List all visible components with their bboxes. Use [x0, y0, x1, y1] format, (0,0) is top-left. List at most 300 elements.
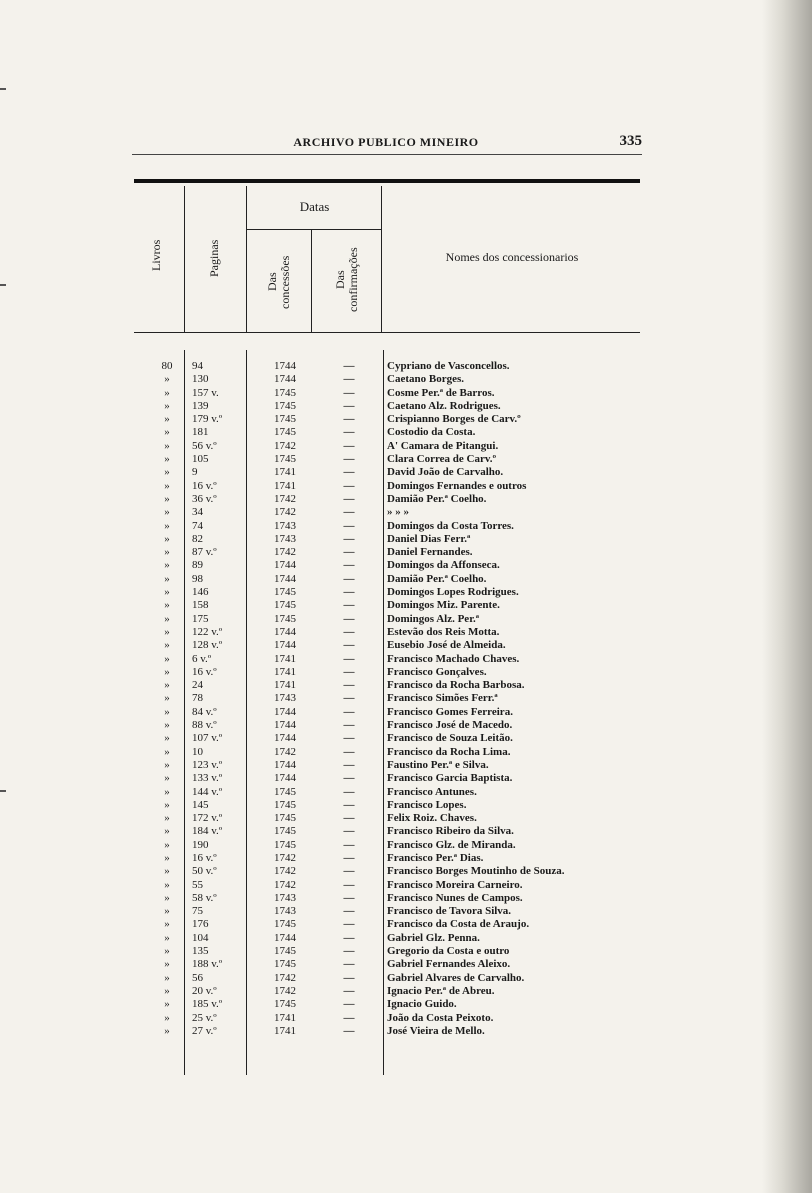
table-row — [130, 546, 650, 559]
cell-confirmacao: — — [343, 426, 355, 439]
cell-concessao: 1742 — [274, 851, 296, 864]
cell-pagina: 176 — [192, 918, 209, 931]
cell-confirmacao: — — [343, 679, 355, 692]
cell-pagina: 94 — [192, 360, 203, 372]
cell-concessao: 1741 — [274, 1011, 296, 1024]
cell-concessao: 1745 — [274, 998, 296, 1011]
cell-nome: Francisco Nunes de Campos. — [387, 891, 523, 904]
table-row — [130, 732, 650, 745]
cell-nome: Francisco Borges Moutinho de Souza. — [387, 865, 565, 878]
table-row — [130, 400, 650, 413]
cell-nome: Francisco Glz. de Miranda. — [387, 838, 516, 851]
cell-confirmacao: — — [343, 639, 355, 652]
cell-nome: Francisco Lopes. — [387, 798, 467, 811]
cell-confirmacao: — — [343, 798, 355, 811]
cell-livro: » — [164, 479, 170, 492]
cell-confirmacao: — — [343, 891, 355, 904]
table-row — [130, 852, 650, 865]
cell-nome: Domingos Lopes Rodrigues. — [387, 586, 519, 599]
cell-livro: » — [164, 652, 170, 665]
cell-nome: Estevão dos Reis Motta. — [387, 625, 500, 638]
column-divider — [246, 186, 247, 332]
table-row — [130, 746, 650, 759]
cell-confirmacao: — — [343, 878, 355, 891]
cell-confirmacao: — — [343, 1024, 355, 1037]
cell-confirmacao: — — [343, 439, 355, 452]
margin-mark — [0, 790, 6, 792]
cell-livro: » — [164, 851, 170, 864]
cell-pagina: 50 v.º — [192, 865, 217, 878]
cell-livro: » — [164, 971, 170, 984]
cell-pagina: 58 v.º — [192, 891, 217, 904]
cell-pagina: 123 v.º — [192, 758, 223, 771]
cell-nome: Felix Roiz. Chaves. — [387, 812, 477, 825]
cell-pagina: 25 v.º — [192, 1011, 217, 1024]
cell-nome: Caetano Borges. — [387, 373, 464, 386]
cell-confirmacao: — — [343, 838, 355, 851]
cell-confirmacao: — — [343, 758, 355, 771]
cell-confirmacao: — — [343, 586, 355, 599]
table-row — [130, 772, 650, 785]
cell-nome: Francisco da Rocha Barbosa. — [387, 679, 525, 692]
cell-confirmacao: — — [343, 360, 355, 372]
cell-pagina: 24 — [192, 679, 203, 692]
cell-confirmacao: — — [343, 399, 355, 412]
cell-confirmacao: — — [343, 1011, 355, 1024]
cell-concessao: 1742 — [274, 546, 296, 559]
cell-pagina: 36 v.º — [192, 492, 217, 505]
cell-livro: » — [164, 426, 170, 439]
cell-concessao: 1744 — [274, 931, 296, 944]
table-row — [130, 666, 650, 679]
cell-pagina: 82 — [192, 532, 203, 545]
cell-nome: David João de Carvalho. — [387, 466, 504, 479]
cell-pagina: 16 v.º — [192, 479, 217, 492]
cell-pagina: 74 — [192, 519, 203, 532]
cell-confirmacao: — — [343, 825, 355, 838]
cell-nome: Francisco da Rocha Lima. — [387, 745, 511, 758]
cell-confirmacao: — — [343, 453, 355, 466]
cell-pagina: 34 — [192, 506, 203, 519]
cell-concessao: 1743 — [274, 532, 296, 545]
table-row — [130, 879, 650, 892]
cell-confirmacao: — — [343, 851, 355, 864]
cell-pagina: 145 — [192, 798, 209, 811]
cell-concessao: 1745 — [274, 599, 296, 612]
table-row — [130, 599, 650, 612]
cell-concessao: 1744 — [274, 559, 296, 572]
cell-nome: Domingos Alz. Per.ª — [387, 612, 480, 625]
cell-concessao: 1742 — [274, 492, 296, 505]
cell-nome: Ignacio Per.ª de Abreu. — [387, 984, 495, 997]
cell-confirmacao: — — [343, 785, 355, 798]
table-row — [130, 706, 650, 719]
cell-nome: Francisco de Souza Leitão. — [387, 732, 513, 745]
cell-livro: » — [164, 639, 170, 652]
table-row — [130, 985, 650, 998]
cell-concessao: 1744 — [274, 373, 296, 386]
cell-livro: » — [164, 891, 170, 904]
cell-pagina: 10 — [192, 745, 203, 758]
cell-confirmacao: — — [343, 998, 355, 1011]
cell-concessao: 1745 — [274, 958, 296, 971]
cell-concessao: 1745 — [274, 453, 296, 466]
cell-livro: 80 — [161, 360, 173, 372]
cell-concessao: 1741 — [274, 665, 296, 678]
cell-pagina: 78 — [192, 692, 203, 705]
cell-concessao: 1742 — [274, 984, 296, 997]
table-row — [130, 1025, 650, 1038]
header-paginas: Paginas — [207, 239, 221, 277]
column-divider — [381, 186, 382, 332]
cell-nome: Cosme Per.ª de Barros. — [387, 386, 495, 399]
cell-concessao: 1742 — [274, 506, 296, 519]
cell-nome: Francisco de Tavora Silva. — [387, 905, 512, 918]
cell-confirmacao: — — [343, 865, 355, 878]
table-row — [130, 373, 650, 386]
table-row — [130, 480, 650, 493]
cell-concessao: 1745 — [274, 812, 296, 825]
cell-concessao: 1743 — [274, 905, 296, 918]
cell-livro: » — [164, 546, 170, 559]
cell-concessao: 1743 — [274, 891, 296, 904]
cell-livro: » — [164, 599, 170, 612]
table-top-rule — [134, 179, 640, 183]
cell-confirmacao: — — [343, 692, 355, 705]
cell-pagina: 87 v.º — [192, 546, 217, 559]
cell-confirmacao: — — [343, 612, 355, 625]
cell-livro: » — [164, 984, 170, 997]
cell-pagina: 56 v.º — [192, 439, 217, 452]
table-row — [130, 466, 650, 479]
cell-livro: » — [164, 386, 170, 399]
cell-confirmacao: — — [343, 506, 355, 519]
table-row — [130, 639, 650, 652]
cell-pagina: 185 v.º — [192, 998, 223, 1011]
cell-confirmacao: — — [343, 599, 355, 612]
cell-nome: Francisco José de Macedo. — [387, 719, 513, 732]
cell-concessao: 1743 — [274, 519, 296, 532]
cell-confirmacao: — — [343, 931, 355, 944]
table-row — [130, 998, 650, 1011]
cell-pagina: 158 — [192, 599, 209, 612]
cell-livro: » — [164, 865, 170, 878]
cell-livro: » — [164, 439, 170, 452]
cell-concessao: 1745 — [274, 399, 296, 412]
header-rule — [132, 154, 642, 155]
cell-pagina: 172 v.º — [192, 812, 223, 825]
cell-livro: » — [164, 798, 170, 811]
cell-livro: » — [164, 878, 170, 891]
cell-concessao: 1744 — [274, 360, 296, 372]
table-row — [130, 413, 650, 426]
cell-livro: » — [164, 1024, 170, 1037]
page-edge-shadow — [762, 0, 812, 1193]
cell-confirmacao: — — [343, 984, 355, 997]
cell-confirmacao: — — [343, 665, 355, 678]
running-title: ARCHIVO PUBLICO MINEIRO — [293, 135, 479, 149]
cell-pagina: 179 v.º — [192, 413, 223, 426]
table-row — [130, 812, 650, 825]
header-bottom-rule — [134, 332, 640, 333]
table-row — [130, 653, 650, 666]
cell-livro: » — [164, 492, 170, 505]
cell-confirmacao: — — [343, 519, 355, 532]
cell-pagina: 27 v.º — [192, 1024, 217, 1037]
cell-livro: » — [164, 825, 170, 838]
cell-pagina: 6 v.º — [192, 652, 212, 665]
cell-confirmacao: — — [343, 373, 355, 386]
table-row — [130, 506, 650, 519]
cell-nome: Daniel Dias Ferr.ª — [387, 532, 471, 545]
cell-pagina: 104 — [192, 931, 209, 944]
header-confirmacoes: Das confirmações — [333, 247, 360, 313]
table-row — [130, 613, 650, 626]
cell-concessao: 1744 — [274, 772, 296, 785]
table-row — [130, 360, 650, 373]
cell-pagina: 84 v.º — [192, 705, 217, 718]
cell-nome: Clara Correa de Carv.º — [387, 453, 497, 466]
cell-confirmacao: — — [343, 546, 355, 559]
cell-pagina: 56 — [192, 971, 203, 984]
cell-nome: » » » — [387, 506, 409, 519]
cell-nome: Eusebio José de Almeida. — [387, 639, 506, 652]
cell-livro: » — [164, 519, 170, 532]
cell-livro: » — [164, 625, 170, 638]
cell-livro: » — [164, 958, 170, 971]
cell-concessao: 1745 — [274, 945, 296, 958]
cell-concessao: 1744 — [274, 719, 296, 732]
cell-pagina: 88 v.º — [192, 719, 217, 732]
cell-pagina: 128 v.º — [192, 639, 223, 652]
cell-concessao: 1745 — [274, 386, 296, 399]
cell-concessao: 1745 — [274, 918, 296, 931]
cell-concessao: 1743 — [274, 692, 296, 705]
table-row — [130, 759, 650, 772]
cell-nome: Francisco Ribeiro da Silva. — [387, 825, 514, 838]
cell-concessao: 1744 — [274, 732, 296, 745]
cell-livro: » — [164, 413, 170, 426]
cell-livro: » — [164, 905, 170, 918]
cell-livro: » — [164, 945, 170, 958]
cell-livro: » — [164, 705, 170, 718]
cell-nome: Cypriano de Vasconcellos. — [387, 360, 510, 372]
cell-pagina: 175 — [192, 612, 209, 625]
cell-nome: Francisco Antunes. — [387, 785, 477, 798]
cell-concessao: 1742 — [274, 878, 296, 891]
cell-nome: Domingos da Costa Torres. — [387, 519, 514, 532]
cell-confirmacao: — — [343, 732, 355, 745]
page-header — [130, 133, 642, 153]
cell-nome: Domingos Fernandes e outros — [387, 479, 527, 492]
cell-livro: » — [164, 931, 170, 944]
table-row — [130, 520, 650, 533]
cell-nome: Gabriel Alvares de Carvalho. — [387, 971, 525, 984]
cell-confirmacao: — — [343, 918, 355, 931]
cell-concessao: 1745 — [274, 426, 296, 439]
table-row — [130, 918, 650, 931]
cell-concessao: 1744 — [274, 705, 296, 718]
margin-mark — [0, 88, 6, 90]
cell-nome: Gabriel Glz. Penna. — [387, 931, 480, 944]
cell-nome: Francisco Gonçalves. — [387, 665, 487, 678]
cell-concessao: 1742 — [274, 745, 296, 758]
table-row — [130, 586, 650, 599]
table-row — [130, 440, 650, 453]
cell-confirmacao: — — [343, 492, 355, 505]
cell-livro: » — [164, 758, 170, 771]
cell-nome: Crispianno Borges de Carv.º — [387, 413, 521, 426]
cell-livro: » — [164, 665, 170, 678]
cell-concessao: 1745 — [274, 612, 296, 625]
cell-nome: Gabriel Fernandes Aleixo. — [387, 958, 511, 971]
cell-livro: » — [164, 373, 170, 386]
cell-nome: Daniel Fernandes. — [387, 546, 473, 559]
cell-livro: » — [164, 692, 170, 705]
cell-confirmacao: — — [343, 532, 355, 545]
cell-nome: Francisco Simões Ferr.ª — [387, 692, 498, 705]
cell-livro: » — [164, 785, 170, 798]
cell-nome: Francisco da Costa de Araujo. — [387, 918, 530, 931]
cell-concessao: 1742 — [274, 865, 296, 878]
cell-pagina: 144 v.º — [192, 785, 223, 798]
cell-concessao: 1745 — [274, 798, 296, 811]
cell-confirmacao: — — [343, 958, 355, 971]
table-row — [130, 493, 650, 506]
table-row — [130, 786, 650, 799]
cell-nome: Damião Per.ª Coelho. — [387, 572, 487, 585]
cell-livro: » — [164, 559, 170, 572]
table-row — [130, 573, 650, 586]
cell-pagina: 98 — [192, 572, 203, 585]
table-row — [130, 799, 650, 812]
cell-livro: » — [164, 772, 170, 785]
cell-confirmacao: — — [343, 413, 355, 426]
table-body — [130, 360, 650, 1038]
cell-concessao: 1744 — [274, 625, 296, 638]
cell-livro: » — [164, 586, 170, 599]
cell-livro: » — [164, 572, 170, 585]
datas-subheader-rule — [246, 229, 381, 230]
cell-pagina: 130 — [192, 373, 209, 386]
table-row — [130, 626, 650, 639]
cell-concessao: 1745 — [274, 413, 296, 426]
cell-concessao: 1744 — [274, 639, 296, 652]
cell-pagina: 89 — [192, 559, 203, 572]
cell-concessao: 1742 — [274, 439, 296, 452]
cell-livro: » — [164, 998, 170, 1011]
cell-concessao: 1745 — [274, 838, 296, 851]
cell-pagina: 146 — [192, 586, 209, 599]
column-divider — [311, 230, 312, 332]
cell-nome: Faustino Per.ª e Silva. — [387, 758, 489, 771]
cell-concessao: 1744 — [274, 572, 296, 585]
cell-concessao: 1745 — [274, 825, 296, 838]
cell-confirmacao: — — [343, 466, 355, 479]
cell-nome: Gregorio da Costa e outro — [387, 945, 510, 958]
cell-confirmacao: — — [343, 719, 355, 732]
cell-nome: Francisco Garcia Baptista. — [387, 772, 513, 785]
cell-livro: » — [164, 719, 170, 732]
cell-nome: Francisco Per.ª Dias. — [387, 851, 484, 864]
table-row — [130, 533, 650, 546]
cell-livro: » — [164, 532, 170, 545]
cell-nome: João da Costa Peixoto. — [387, 1011, 494, 1024]
table-row — [130, 453, 650, 466]
cell-nome: José Vieira de Mello. — [387, 1024, 485, 1037]
cell-nome: Caetano Alz. Rodrigues. — [387, 399, 501, 412]
cell-pagina: 184 v.º — [192, 825, 223, 838]
cell-concessao: 1741 — [274, 1024, 296, 1037]
table-row — [130, 958, 650, 971]
cell-concessao: 1741 — [274, 652, 296, 665]
cell-concessao: 1745 — [274, 586, 296, 599]
cell-pagina: 157 v. — [192, 386, 219, 399]
cell-confirmacao: — — [343, 812, 355, 825]
cell-pagina: 133 v.º — [192, 772, 223, 785]
cell-confirmacao: — — [343, 652, 355, 665]
cell-confirmacao: — — [343, 945, 355, 958]
cell-nome: Francisco Moreira Carneiro. — [387, 878, 523, 891]
cell-pagina: 9 — [192, 466, 198, 479]
cell-nome: Damião Per.ª Coelho. — [387, 492, 487, 505]
table-row — [130, 426, 650, 439]
cell-livro: » — [164, 1011, 170, 1024]
cell-livro: » — [164, 679, 170, 692]
table-row — [130, 387, 650, 400]
cell-pagina: 75 — [192, 905, 203, 918]
cell-nome: Francisco Gomes Ferreira. — [387, 705, 513, 718]
cell-confirmacao: — — [343, 745, 355, 758]
cell-confirmacao: — — [343, 971, 355, 984]
table-row — [130, 945, 650, 958]
cell-livro: » — [164, 506, 170, 519]
cell-livro: » — [164, 399, 170, 412]
table-row — [130, 692, 650, 705]
margin-mark — [0, 284, 6, 286]
cell-livro: » — [164, 732, 170, 745]
cell-pagina: 190 — [192, 838, 209, 851]
cell-nome: Costodio da Costa. — [387, 426, 476, 439]
cell-livro: » — [164, 918, 170, 931]
table-row — [130, 719, 650, 732]
cell-pagina: 20 v.º — [192, 984, 217, 997]
cell-pagina: 105 — [192, 453, 209, 466]
table-row — [130, 932, 650, 945]
cell-nome: Francisco Machado Chaves. — [387, 652, 520, 665]
cell-livro: » — [164, 453, 170, 466]
header-livros: Livros — [149, 239, 163, 271]
table-row — [130, 972, 650, 985]
cell-concessao: 1745 — [274, 785, 296, 798]
cell-confirmacao: — — [343, 905, 355, 918]
cell-concessao: 1741 — [274, 479, 296, 492]
cell-confirmacao: — — [343, 772, 355, 785]
cell-confirmacao: — — [343, 625, 355, 638]
cell-livro: » — [164, 838, 170, 851]
cell-pagina: 139 — [192, 399, 209, 412]
cell-pagina: 181 — [192, 426, 209, 439]
cell-pagina: 16 v.º — [192, 851, 217, 864]
header-datas: Datas — [299, 199, 330, 214]
cell-confirmacao: — — [343, 479, 355, 492]
header-nomes: Nomes dos concessionarios — [445, 250, 579, 264]
column-divider — [184, 186, 185, 332]
table-row — [130, 865, 650, 878]
cell-concessao: 1741 — [274, 466, 296, 479]
table-row — [130, 559, 650, 572]
cell-livro: » — [164, 466, 170, 479]
